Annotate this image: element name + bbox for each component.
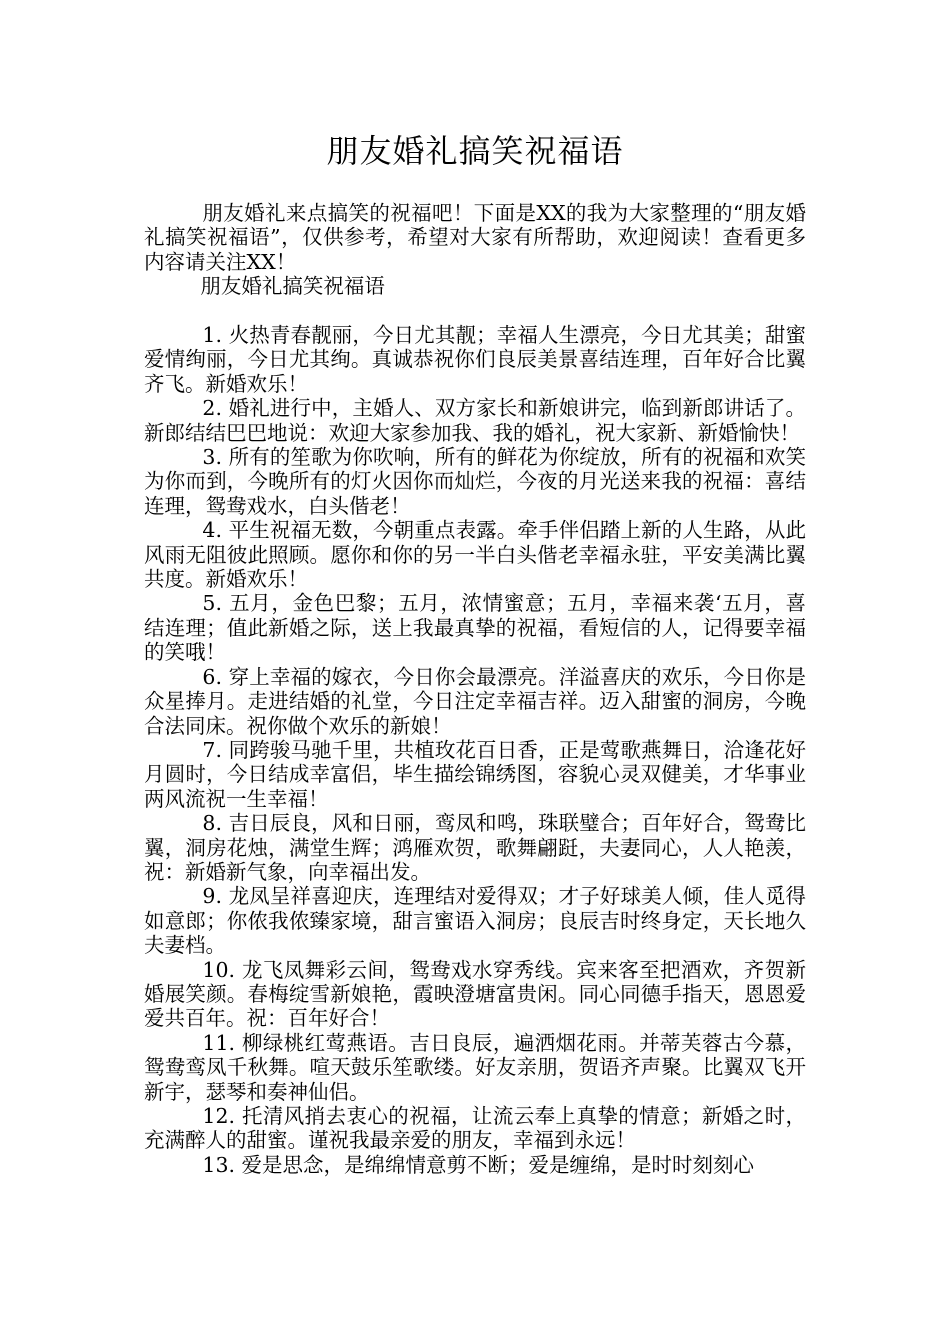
blessing-paragraph-7: 7. 同跨骏马驰千里，共植玫花百日香，正是莺歌燕舞日，洽逢花好月圆时，今日结成幸富侣，毕生描绘锦绣图，容貌心灵双健美，才华事业两风流祝一生幸福！	[144, 737, 806, 811]
blessing-paragraph-1: 1. 火热青春靓丽，今日尤其靓；幸福人生漂亮，今日尤其美；甜蜜爱情绚丽，今日尤其绚。真诚恭祝你们良辰美景喜结连理，百年好合比翼齐飞。新婚欢乐！	[144, 323, 806, 396]
blank-line	[144, 299, 806, 323]
blessing-paragraph-4: 4. 平生祝福无数，今朝重点表露。牵手伴侣踏上新的人生路，从此风雨无阻彼此照顾。愿你和你的另一半白头偕老幸福永驻，平安美满比翼共度。新婚欢乐！	[144, 518, 806, 592]
blessing-paragraph-10: 10. 龙飞凤舞彩云间，鸳鸯戏水穿秀线。宾来客至把酒欢，齐贺新婚展笑颜。春梅绽雪新娘艳，霞映澄塘富贵闲。同心同德手指天，恩恩爱爱共百年。祝：百年好合！	[144, 957, 806, 1031]
blessing-paragraph-9: 9. 龙凤呈祥喜迎庆，连理结对爱得双；才子好球美人倾，佳人觅得如意郎；你侬我侬臻家境，甜言蜜语入洞房；良辰吉时终身定，天长地久夫妻档。	[144, 884, 806, 958]
document-body	[144, 201, 806, 1177]
blessing-paragraph-5: 5. 五月，金色巴黎；五月，浓情蜜意；五月，幸福来袭‘五月，喜结连理；值此新婚之际，送上我最真挚的祝福，看短信的人，记得要幸福的笑哦！	[144, 591, 806, 665]
section-subtitle: 朋友婚礼搞笑祝福语	[200, 274, 385, 299]
blessing-paragraph-6: 6. 穿上幸福的嫁衣，今日你会最漂亮。洋溢喜庆的欢乐，今日你是众星捧月。走进结婚的礼堂，今日注定幸福吉祥。迈入甜蜜的洞房，今晚合法同床。祝你做个欢乐的新娘！	[144, 664, 806, 738]
blessing-paragraph-11: 11. 柳绿桃红莺燕语。吉日良辰，遍洒烟花雨。并蒂芙蓉古今慕，鸳鸯鸾凤千秋舞。喧天鼓乐笙歌缕。好友亲朋，贺语齐声聚。比翼双飞开新宇，瑟琴和奏神仙侣。	[144, 1030, 806, 1104]
blessing-paragraph-3: 3. 所有的笙歌为你吹响，所有的鲜花为你绽放，所有的祝福和欢笑为你而到，今晚所有的灯火因你而灿烂，今夜的月光送来我的祝福：喜结连理，鸳鸯戏水，白头偕老！	[144, 445, 806, 518]
blessing-paragraph-13: 13. 爱是思念，是绵绵情意剪不断；爱是缠绵，是时时刻刻心	[202, 1152, 755, 1177]
blessing-paragraph-12: 12. 托清风捎去衷心的祝福，让流云奉上真挚的情意；新婚之时，充满醉人的甜蜜。谨祝我最亲爱的朋友，幸福到永远！	[144, 1104, 806, 1153]
blessing-paragraph-8: 8. 吉日辰良，风和日丽，鸾凤和鸣，珠联璧合；百年好合，鸳鸯比翼，洞房花烛，满堂生辉；鸿雁欢贺，歌舞翩跹，夫妻同心，人人艳羡，祝：新婚新气象，向幸福出发。	[144, 811, 806, 884]
intro-paragraph: 朋友婚礼来点搞笑的祝福吧！下面是XX的我为大家整理的“朋友婚礼搞笑祝福语”，仅供参考，希望对大家有所帮助，欢迎阅读！查看更多内容请关注XX！	[144, 201, 806, 274]
blessing-paragraph-2: 2. 婚礼进行中，主婚人、双方家长和新娘讲完，临到新郎讲话了。新郎结结巴巴地说：欢迎大家参加我、我的婚礼，祝大家新、新婚愉快！	[144, 396, 806, 445]
document-title: 朋友婚礼搞笑祝福语	[326, 132, 624, 170]
